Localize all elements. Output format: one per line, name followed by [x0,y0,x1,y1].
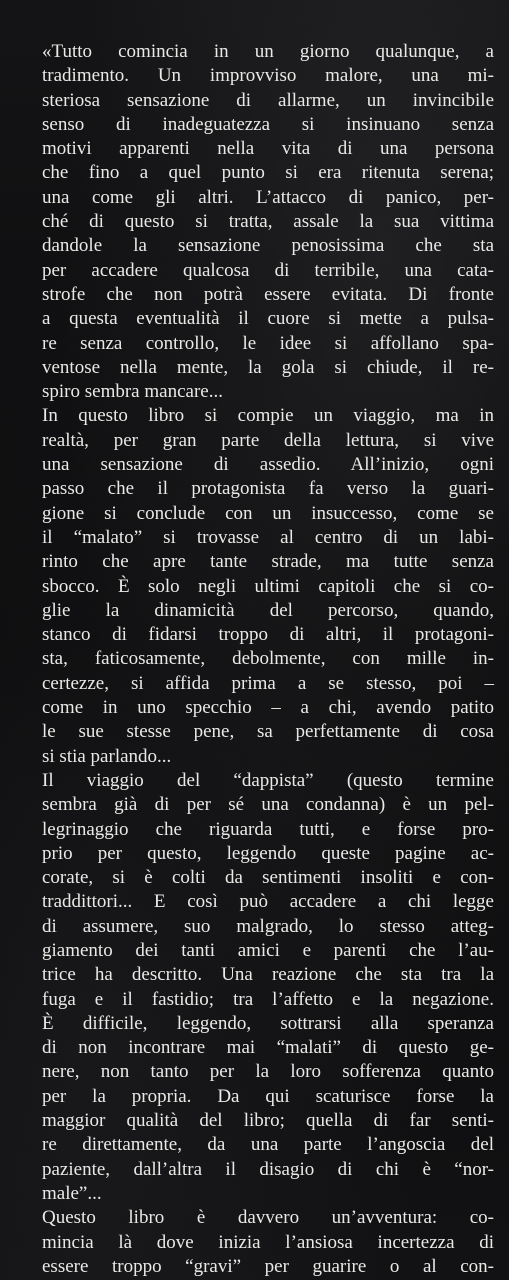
text-line: che fino a quel punto si era ritenuta serena; [42,162,494,184]
text-line: le sue stesse pene, sa perfettamente di cosa [42,721,494,743]
text-line: paziente, dall’altra il disagio di chi è “nor- [42,1158,494,1180]
text-line: legrinaggio che riguarda tutti, e forse pro- [42,818,494,840]
text-line: re senza controllo, le idee si affollano spa- [42,332,494,354]
text-line: di assumere, suo malgrado, lo stesso atteg- [42,915,494,937]
text-line: trice ha descritto. Una reazione che sta tra la [42,964,494,986]
text-line: rinto che apre tante strade, ma tutte senza [42,551,494,573]
text-line: fuga e il fastidio; tra l’affetto e la negazione. [42,988,494,1010]
text-line: steriosa sensazione di allarme, un invincibile [42,89,494,111]
text-line: corate, si è colti da sentimenti insoliti e con- [42,867,494,889]
text-line: una come gli altri. L’attacco di panico, per- [42,186,494,208]
text-line: strofe che non potrà essere evitata. Di fronte [42,283,494,305]
text-line: essere troppo “gravi” per guarire o al con- [42,1255,494,1277]
text-line: glie la dinamicità del percorso, quando, [42,599,494,621]
text-line: traddittori... E così può accadere a chi legge [42,891,494,913]
text-line: giamento dei tanti amici e parenti che l’au- [42,939,494,961]
text-line: spiro sembra mancare... [42,381,223,403]
text-line: dandole la sensazione penosissima che sta [42,235,494,257]
text-line: il “malato” si trovasse al centro di un labi- [42,526,494,548]
text-line: nere, non tanto per la loro sofferenza quanto [42,1061,494,1083]
text-line: come in uno specchio – a chi, avendo patito [42,697,494,719]
paragraph [42,40,494,404]
text-line: di non incontrare mai “malati” di questo ge- [42,1037,494,1059]
blurb-text [42,40,494,1279]
text-line: gione si conclude con un insuccesso, come se [42,502,494,524]
text-line: ventose nella mente, la gola si chiude, il re- [42,356,494,378]
text-line: realtà, per gran parte della lettura, si vive [42,429,494,451]
text-line: a questa eventualità il cuore si mette a pulsa- [42,308,494,330]
text-line: Questo libro è davvero un’avventura: co- [42,1207,494,1229]
text-line: motivi apparenti nella vita di una persona [42,138,494,160]
text-line: male”... [42,1182,102,1204]
text-line: ché di questo si tratta, assale la sua vittima [42,211,494,233]
text-line: È difficile, leggendo, sottrarsi alla speranza [42,1012,494,1034]
text-line: si stia parlando... [42,745,172,767]
text-line: senso di inadeguatezza si insinuano senza [42,113,494,135]
text-line: per accadere qualcosa di terribile, una cata- [42,259,494,281]
paragraph [42,1206,494,1279]
text-line: una sensazione di assedio. All’inizio, ogni [42,454,494,476]
text-line: certezze, si affida prima a se stesso, poi – [42,672,494,694]
text-line: tradimento. Un improvviso malore, una mi- [42,65,494,87]
text-line: per la propria. Da qui scaturisce forse la [42,1085,494,1107]
paragraph [42,404,494,768]
text-line: sta, faticosamente, debolmente, con mille in- [42,648,494,670]
text-line: maggior qualità del libro; quella di far senti- [42,1110,494,1132]
text-line: mincia là dove inizia l’ansiosa incertezza di [42,1231,494,1253]
text-line: «Tutto comincia in un giorno qualunque, a [42,41,494,62]
paragraph [42,769,494,1206]
text-line: Il viaggio del “dappista” (questo termine [42,769,494,791]
text-line: prio per questo, leggendo queste pagine ac- [42,842,494,864]
text-line: stanco di fidarsi troppo di altri, il protagoni- [42,624,494,646]
text-line: In questo libro si compie un viaggio, ma in [42,405,494,427]
text-line: passo che il protagonista fa verso la guari- [42,478,494,500]
text-line: re direttamente, da una parte l’angoscia del [42,1134,494,1156]
text-line: sembra già di per sé una condanna) è un pel- [42,794,494,816]
text-line: sbocco. È solo negli ultimi capitoli che si co- [42,575,494,597]
